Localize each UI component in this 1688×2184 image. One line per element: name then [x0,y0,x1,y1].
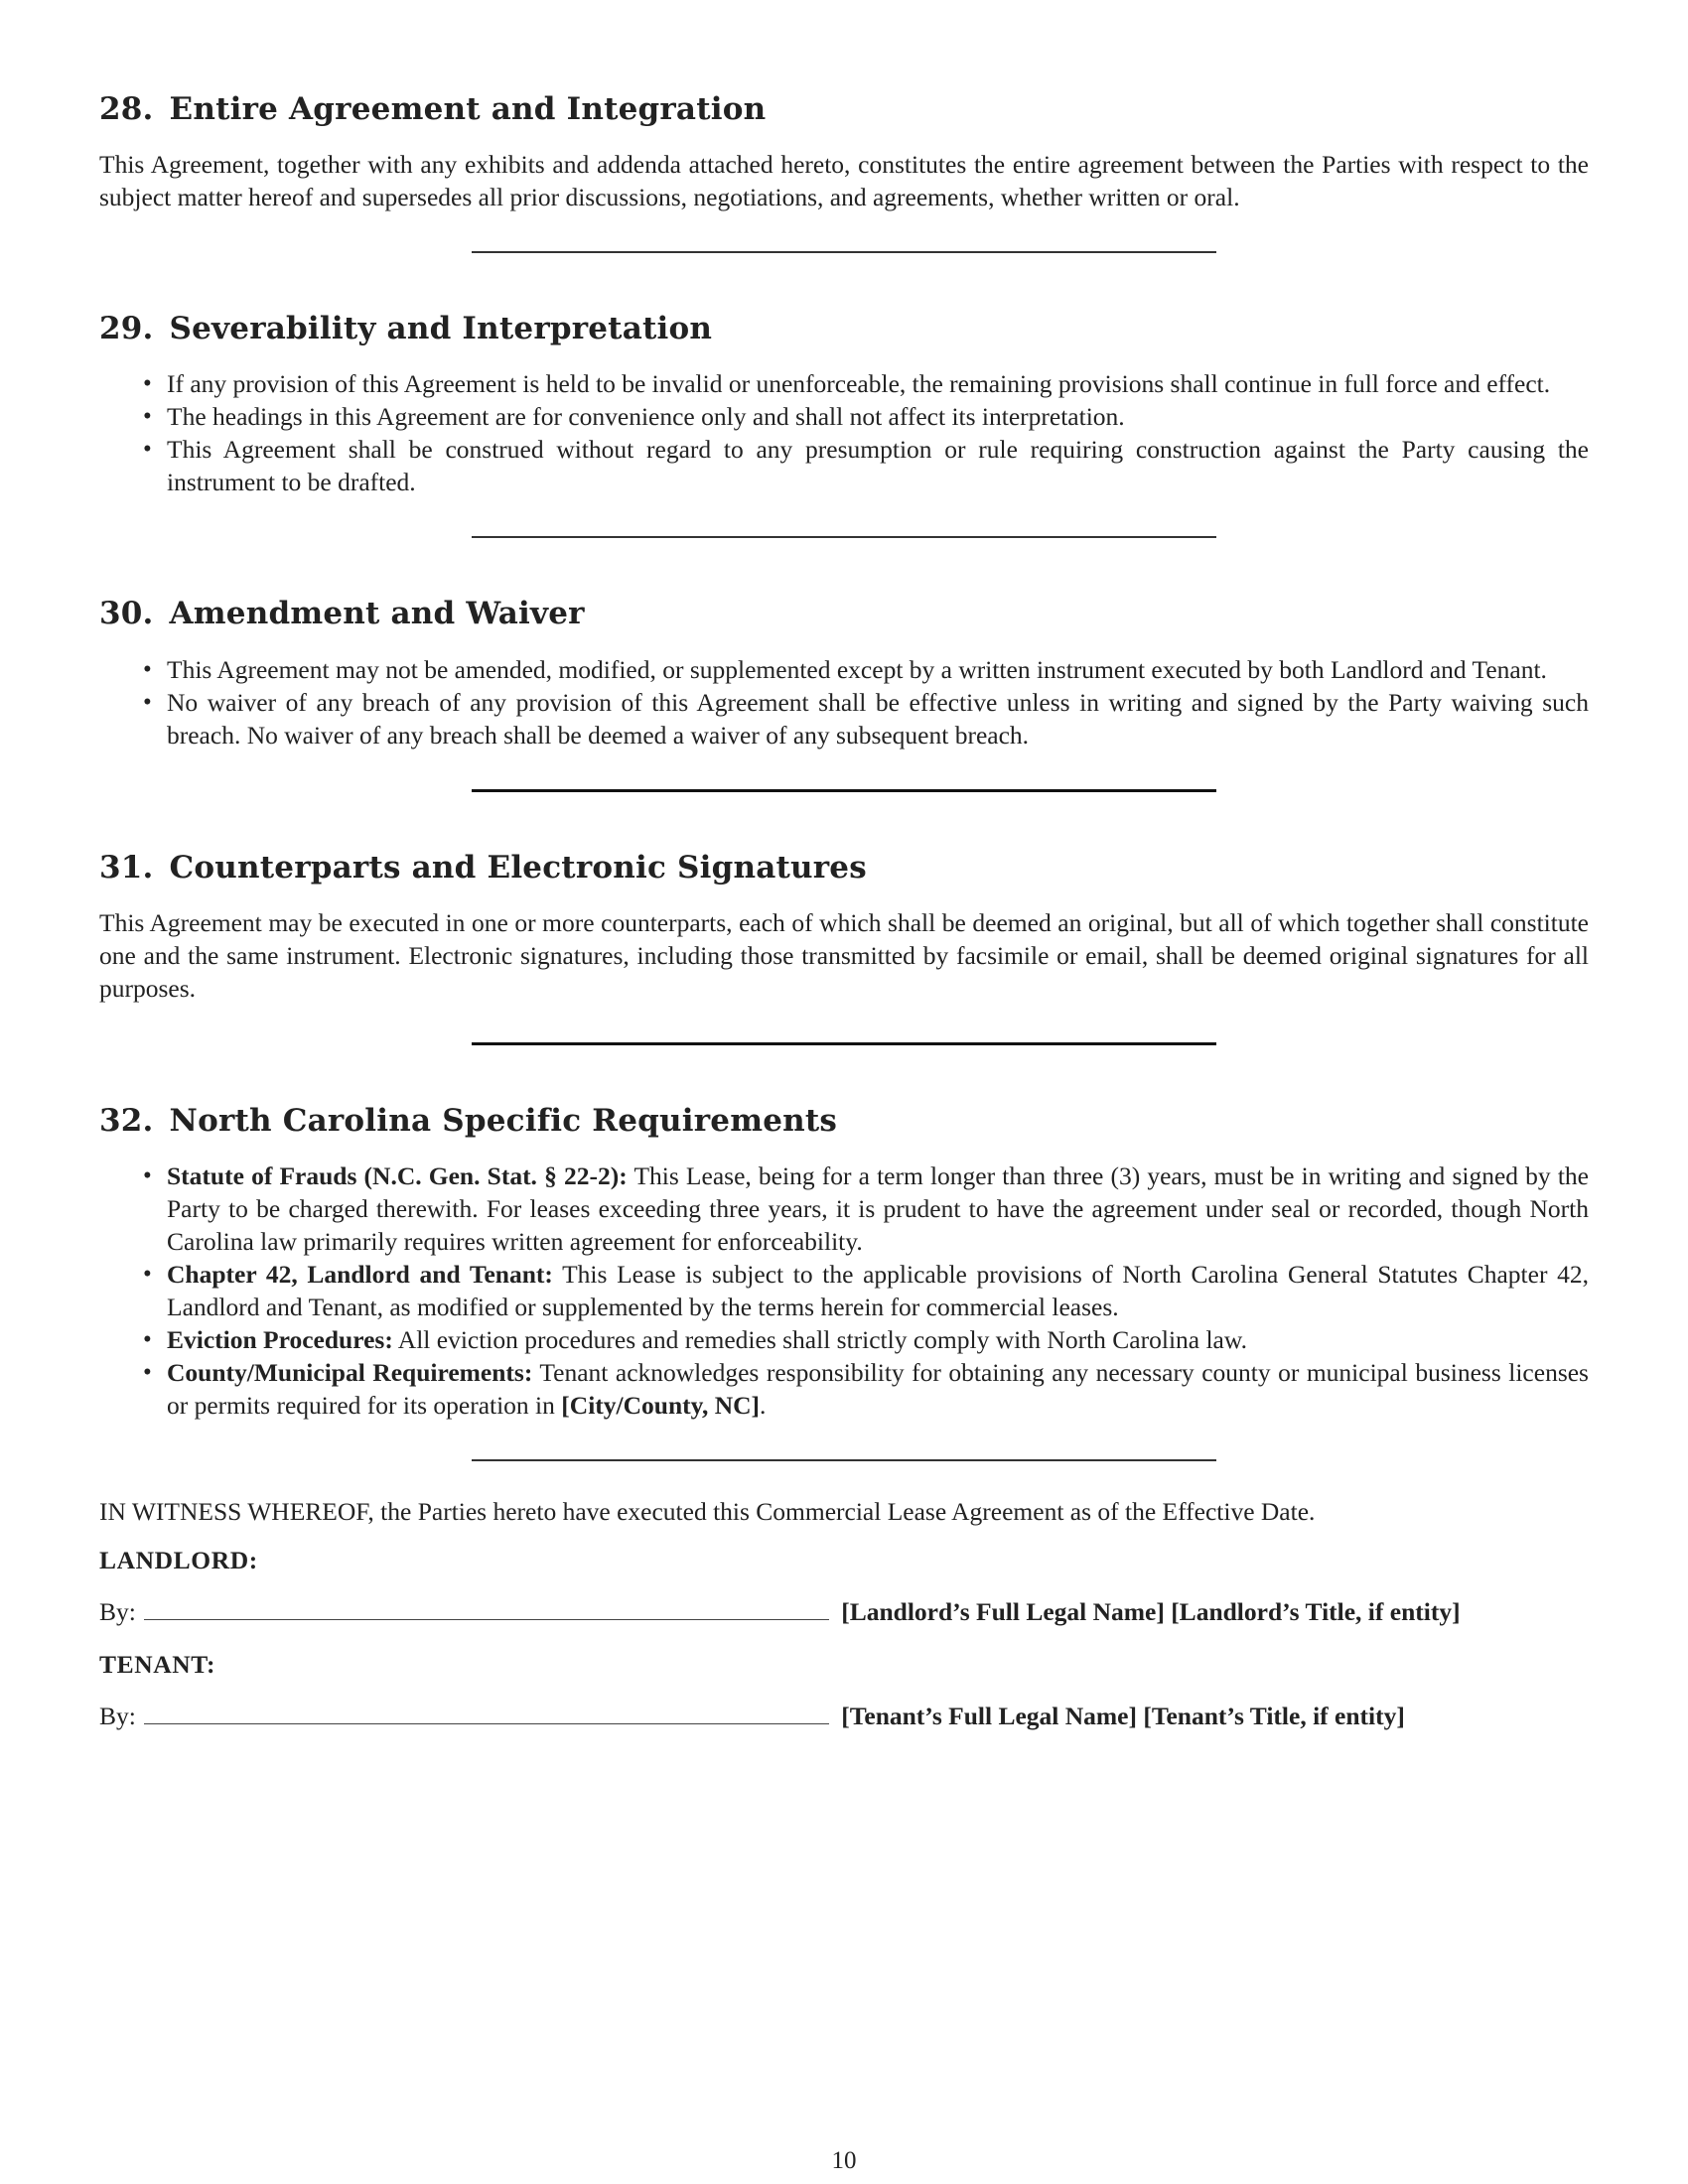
list-item-text: All eviction procedures and remedies shall strictly comply with North Carolina law. [397,1324,1248,1354]
list-item: • This Agreement shall be construed without regard to any presumption or rule requiring construction against the Party causing the instrument to be drafted. [167,433,1589,498]
section-title: Amendment and Waiver [169,596,585,632]
tenant-label: TENANT: [99,1649,216,1679]
section-number: 29. [99,311,154,347]
section-title: North Carolina Specific Requirements [169,1102,838,1139]
page-number: 10 [831,2147,857,2174]
bullet-list [99,653,1589,751]
landlord-by-label: By: [99,1596,136,1626]
list-item-term: Statute of Frauds (N.C. Gen. Stat. § 22-2): [167,1160,628,1190]
location-placeholder: [City/County, NC] [561,1390,761,1420]
list-item: • No waiver of any breach of any provision of this Agreement shall be effective unless in writing and signed by the Party waiving such breach. No waiver of any breach shall be deemed a waiver of any subsequent breach. [167,686,1589,751]
section-heading [99,311,1589,347]
bullet-list [99,367,1589,498]
section-title: Counterparts and Electronic Signatures [169,849,867,886]
section-divider [472,251,1216,253]
list-item-term: County/Municipal Requirements: [167,1357,533,1387]
section-30 [99,596,1589,751]
landlord-signature-line [99,1595,1589,1628]
landlord-name-placeholder: [Landlord’s Full Legal Name] [Landlord’s Title, if entity] [841,1596,1461,1626]
section-29 [99,311,1589,498]
tenant-by-label: By: [99,1701,136,1730]
list-item-term: Chapter 42, Landlord and Tenant: [167,1259,553,1289]
witness-clause: IN WITNESS WHEREOF, the Parties hereto have executed this Commercial Lease Agreement as of the Effective Date. [99,1496,1316,1526]
list-item [167,1356,1589,1422]
list-item: • This Agreement may not be amended, modified, or supplemented except by a written instrument executed by both Landlord and Tenant. [167,653,1589,686]
section-heading [99,91,1589,128]
section-divider [472,1459,1216,1461]
list-item-suffix: . [760,1390,767,1420]
signature-block [99,1495,1589,1732]
landlord-signature-blank[interactable] [144,1597,829,1620]
list-item-text: This Lease, being for a term longer than three (3) years, must be in writing and signed by the Party to be charged therewith. For leases exceeding three years, it is prudent to have the agreement under seal or recorded, though North Carolina law primarily requires written agreement for enforceability. [167,1160,1589,1256]
document-content [99,91,1589,1754]
list-item [167,1258,1589,1323]
bullet-list [99,1160,1589,1422]
section-heading [99,1103,1589,1140]
section-heading [99,850,1589,887]
section-28 [99,91,1589,213]
section-divider [472,536,1216,538]
section-31 [99,850,1589,1005]
section-number: 32. [99,1102,154,1139]
list-item: • The headings in this Agreement are for convenience only and shall not affect its interpretation. [167,400,1589,433]
list-item [167,1160,1589,1258]
section-body: This Agreement may be executed in one or more counterparts, each of which shall be deemed an original, but all of which together shall constitute one and the same instrument. Electronic signatures, including those transmitted by facsimile or email, shall be deemed original signatures for all purposes. [99,907,1589,1003]
landlord-label: LANDLORD: [99,1545,258,1574]
list-item: • If any provision of this Agreement is held to be invalid or unenforceable, the remaining provisions shall continue in full force and effect. [167,367,1589,400]
list-item-text: Tenant acknowledges responsibility for obtaining any necessary county or municipal business licenses or permits required for its operation in [167,1357,1589,1420]
section-number: 28. [99,91,154,127]
tenant-name-placeholder: [Tenant’s Full Legal Name] [Tenant’s Title, if entity] [841,1701,1405,1730]
section-title: Entire Agreement and Integration [169,91,767,127]
section-32 [99,1103,1589,1422]
section-heading [99,596,1589,632]
list-item [167,1323,1589,1356]
tenant-signature-line [99,1700,1589,1732]
section-number: 30. [99,596,154,632]
section-title: Severability and Interpretation [169,311,713,347]
section-divider [472,1042,1216,1045]
tenant-signature-blank[interactable] [144,1702,829,1724]
list-item-text: This Lease is subject to the applicable provisions of North Carolina General Statutes Chapter 42, Landlord and Tenant, as modified or supplemented by the terms herein for commercial leases. [167,1259,1589,1321]
section-divider [472,789,1216,792]
list-item-term: Eviction Procedures: [167,1324,393,1354]
section-body: This Agreement, together with any exhibits and addenda attached hereto, constitutes the entire agreement between the Parties with respect to the subject matter hereof and supersedes all prior discussions, negotiations, and agreements, whether written or oral. [99,150,1589,212]
section-number: 31. [99,849,154,886]
